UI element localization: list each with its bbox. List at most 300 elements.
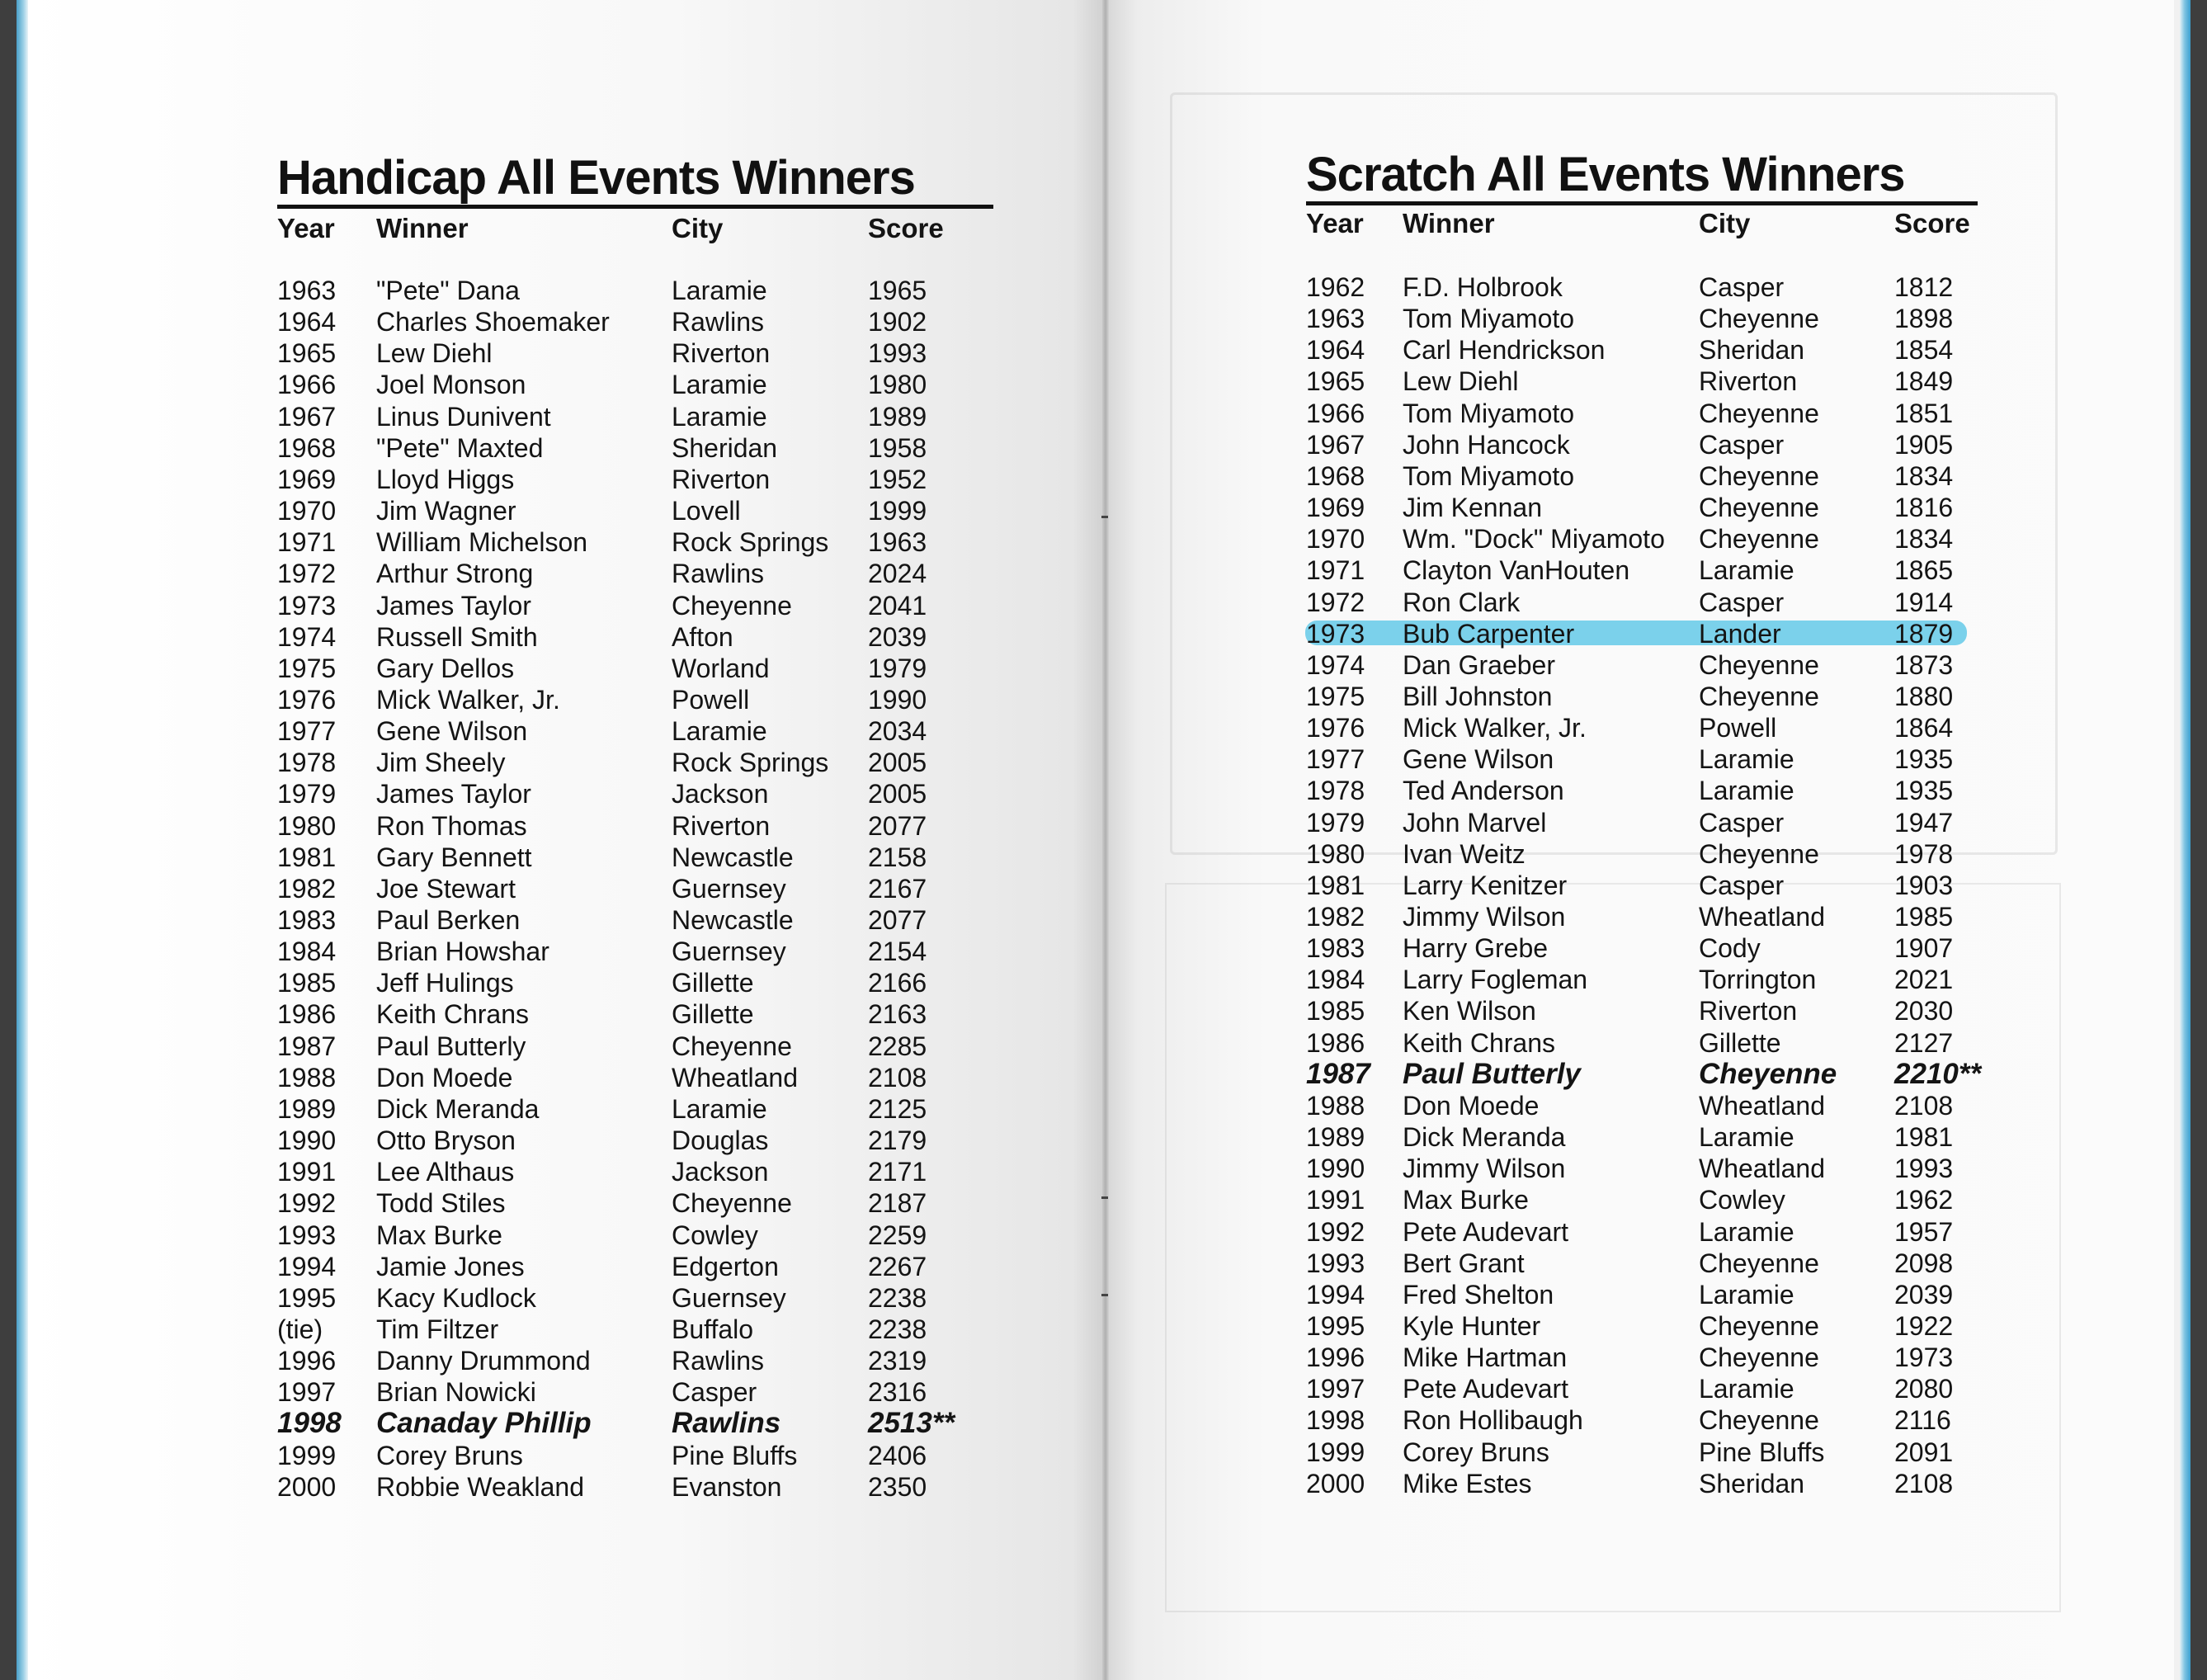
cell-year: 1973 [1306,618,1365,649]
cell-city: Cheyenne [1699,838,1819,869]
cell-score: 1978 [1894,838,1954,869]
cell-winner: Joel Monson [376,370,526,400]
cell-city: Douglas [672,1126,769,1156]
cell-city: Lovell [672,496,741,526]
cell-city: Casper [672,1377,757,1408]
cell-year: 2000 [1306,1468,1365,1498]
cell-score: 1963 [868,527,927,558]
cell-city: Cheyenne [1699,1310,1819,1341]
cell-score: 1864 [1894,713,1954,743]
cell-score: 1902 [868,307,927,337]
cell-city: Rawlins [672,559,765,589]
cell-winner: Bert Grant [1403,1248,1525,1278]
cell-winner: Mike Hartman [1403,1343,1568,1373]
cell-year: 1988 [277,1062,337,1092]
column-header-score: Score [868,213,944,243]
cell-winner: "Pete" Dana [376,276,520,305]
cell-winner: Larry Kenitzer [1403,870,1568,900]
cell-score: 2238 [868,1314,927,1344]
cell-year: 1985 [1306,996,1365,1026]
cell-city: Cheyenne [1699,681,1819,711]
cell-winner: Pete Audevart [1403,1216,1569,1247]
cell-city: Laramie [1699,555,1794,586]
cell-city: Casper [1699,587,1785,617]
cell-winner: Don Moede [376,1062,513,1092]
column-header-year: Year [277,213,335,243]
cell-city: Cheyenne [1699,1057,1837,1090]
cell-city: Rock Springs [672,748,829,778]
cell-winner: Harry Grebe [1403,933,1549,964]
cell-city: Cheyenne [1699,1405,1819,1436]
cell-score: 2179 [868,1126,927,1156]
cell-city: Worland [672,653,770,683]
cell-city: Cheyenne [1699,398,1819,428]
cell-winner: Russell Smith [376,621,538,652]
cell-year: 1989 [1306,1122,1365,1153]
cell-year: 1991 [277,1157,337,1187]
handicap-title: Handicap All Events Winners [277,151,915,205]
cell-year: 1965 [277,338,337,369]
cell-year: 1989 [277,1093,337,1124]
cell-city: Sheridan [1699,1468,1805,1498]
cell-score: 1999 [868,496,927,526]
cell-city: Laramie [1699,1279,1794,1310]
cell-winner: Ivan Weitz [1403,838,1526,869]
cell-city: Laramie [1699,1374,1794,1404]
cell-winner: Clayton VanHouten [1403,555,1630,586]
cell-winner: John Marvel [1403,807,1547,838]
cell-score: 2077 [868,810,927,841]
cell-city: Wheatland [672,1062,798,1092]
cell-winner: Gene Wilson [1403,744,1554,775]
cell-year: 1963 [1306,304,1365,334]
cell-winner: Gary Dellos [376,653,515,683]
cell-city: Riverton [672,338,771,369]
cell-score: 1993 [868,338,927,369]
cell-score: 1914 [1894,587,1954,617]
cell-winner: Gary Bennett [376,842,532,872]
cell-city: Gillette [1699,1027,1781,1058]
cell-city: Rock Springs [672,527,829,558]
cell-city: Guernsey [672,1282,786,1313]
cell-city: Powell [672,684,750,715]
cell-city: Cheyenne [1699,649,1819,680]
cell-city: Gillette [672,968,754,998]
cell-city: Gillette [672,999,754,1030]
cell-score: 2080 [1894,1374,1954,1404]
cell-winner: Paul Butterly [1403,1057,1581,1090]
cell-year: 1979 [277,779,337,809]
cell-winner: Tom Miyamoto [1403,460,1575,491]
cell-year: 1990 [1306,1154,1365,1184]
cell-city: Wheatland [1699,1154,1825,1184]
cell-winner: Ted Anderson [1403,776,1564,806]
cell-score: 1973 [1894,1343,1954,1373]
cell-city: Riverton [672,810,771,841]
right-page-edge [2180,0,2190,1680]
cell-year: 1983 [277,905,337,935]
scratch-title: Scratch All Events Winners [1306,148,1905,201]
cell-score: 1993 [1894,1154,1954,1184]
cell-winner: Jimmy Wilson [1403,902,1566,932]
cell-year: 1968 [277,432,337,463]
cell-score: 1935 [1894,776,1954,806]
cell-city: Powell [1699,713,1777,743]
cell-city: Cheyenne [1699,493,1819,523]
column-header-year: Year [1306,208,1364,238]
cell-score: 2034 [868,716,927,747]
cell-year: 1978 [1306,776,1365,806]
cell-winner: Brian Howshar [376,937,549,967]
cell-city: Laramie [1699,1122,1794,1153]
cell-city: Laramie [1699,1216,1794,1247]
cell-winner: Ken Wilson [1403,996,1536,1026]
column-header-city: City [672,213,724,243]
cell-winner: Arthur Strong [376,559,534,589]
cell-winner: Robbie Weakland [376,1471,585,1502]
cell-score: 1935 [1894,744,1954,775]
cell-year: 1972 [277,559,337,589]
cell-winner: Keith Chrans [376,999,529,1030]
cell-score: 2259 [868,1220,927,1250]
cell-city: Cheyenne [1699,1248,1819,1278]
cell-score: 1981 [1894,1122,1954,1153]
cell-score: 2210** [1894,1057,1982,1090]
cell-year: 1985 [277,968,337,998]
cell-score: 2154 [868,937,927,967]
cell-winner: Jimmy Wilson [1403,1154,1566,1184]
cell-city: Cody [1699,933,1761,964]
cell-year: 1991 [1306,1185,1365,1215]
cell-winner: Lew Diehl [1403,366,1519,397]
cell-winner: Carl Hendrickson [1403,335,1606,366]
cell-score: 2030 [1894,996,1954,1026]
scratch-title-underline [1306,201,1978,205]
cell-city: Casper [1699,272,1785,302]
cell-year: 1992 [277,1188,337,1219]
cell-winner: Don Moede [1403,1090,1540,1121]
cell-score: 1851 [1894,398,1954,428]
cell-city: Cheyenne [672,1188,792,1219]
cell-year: 1986 [1306,1027,1365,1058]
cell-score: 1834 [1894,460,1954,491]
cell-winner: Bill Johnston [1403,681,1553,711]
cell-year: 1966 [1306,398,1365,428]
cell-winner: Jeff Hulings [376,968,514,998]
cell-year: 1973 [277,590,337,621]
cell-winner: "Pete" Maxted [376,432,544,463]
cell-year: 1997 [1306,1374,1365,1404]
cell-city: Laramie [672,370,767,400]
cell-score: 2127 [1894,1027,1954,1058]
cell-year: 1997 [277,1377,337,1408]
cell-year: 1984 [277,937,337,967]
cell-winner: William Michelson [376,527,588,558]
cell-city: Cowley [672,1220,758,1250]
cell-winner: Lew Diehl [376,338,493,369]
cell-score: 2005 [868,748,927,778]
cell-year: 1975 [1306,681,1365,711]
cell-score: 2098 [1894,1248,1954,1278]
cell-year: 1970 [277,496,337,526]
cell-city: Laramie [672,276,767,305]
cell-year: 1974 [277,621,337,652]
cell-winner: Keith Chrans [1403,1027,1555,1058]
cell-city: Laramie [672,1093,767,1124]
column-header-city: City [1699,208,1751,238]
cell-city: Casper [1699,870,1785,900]
cell-year: 1994 [277,1251,337,1281]
cell-city: Wheatland [1699,1090,1825,1121]
cell-score: 1880 [1894,681,1954,711]
cell-year: 1982 [1306,902,1365,932]
cell-year: 1996 [1306,1343,1365,1373]
cell-score: 2091 [1894,1437,1954,1467]
cell-score: 2158 [868,842,927,872]
cell-city: Riverton [1699,366,1798,397]
cell-city: Casper [1699,429,1785,460]
cell-year: 1962 [1306,272,1365,302]
cell-winner: Max Burke [376,1220,502,1250]
cell-year: 1993 [277,1220,337,1250]
cell-city: Torrington [1699,965,1817,995]
cell-city: Edgerton [672,1251,779,1281]
cell-year: 1988 [1306,1090,1365,1121]
cell-winner: Tom Miyamoto [1403,304,1575,334]
cell-winner: Corey Bruns [1403,1437,1549,1467]
cell-winner: Lee Althaus [376,1157,515,1187]
cell-city: Guernsey [672,873,786,904]
cell-winner: Lloyd Higgs [376,464,515,494]
cell-score: 1989 [868,401,927,432]
cell-score: 1903 [1894,870,1954,900]
cell-winner: Paul Butterly [376,1031,526,1061]
cell-year: 1964 [1306,335,1365,366]
cell-score: 2513** [868,1407,955,1440]
cell-city: Laramie [672,716,767,747]
cell-winner: Mick Walker, Jr. [376,684,560,715]
cell-score: 2238 [868,1282,927,1313]
cell-score: 2005 [868,779,927,809]
cell-year: 1976 [277,684,337,715]
cell-winner: F.D. Holbrook [1403,272,1563,302]
cell-city: Rawlins [672,1407,781,1440]
cell-score: 2163 [868,999,927,1030]
cell-score: 1979 [868,653,927,683]
cell-city: Pine Bluffs [1699,1437,1825,1467]
cell-score: 1965 [868,276,927,305]
cell-score: 1816 [1894,493,1954,523]
cell-score: 1865 [1894,555,1954,586]
cell-score: 1957 [1894,1216,1954,1247]
cell-city: Guernsey [672,937,786,967]
cell-year: 1998 [277,1407,342,1440]
cell-year: 1981 [277,842,337,872]
cell-score: 1873 [1894,649,1954,680]
left-page-edge [17,0,28,1680]
cell-year: 1980 [277,810,337,841]
cell-year: 1971 [1306,555,1365,586]
cell-year: 1963 [277,276,337,305]
cell-city: Cowley [1699,1185,1785,1215]
cell-score: 1962 [1894,1185,1954,1215]
cell-score: 1898 [1894,304,1954,334]
page-gutter [1102,0,1109,1680]
cell-year: 1969 [1306,493,1365,523]
cell-score: 2116 [1894,1405,1951,1436]
cell-city: Sheridan [672,432,778,463]
cell-year: 1970 [1306,524,1365,554]
cell-winner: Kyle Hunter [1403,1310,1541,1341]
cell-score: 2166 [868,968,927,998]
cell-winner: Jim Wagner [376,496,516,526]
cell-winner: Jamie Jones [376,1251,525,1281]
cell-winner: Charles Shoemaker [376,307,610,337]
cell-winner: Corey Bruns [376,1440,523,1470]
cell-year: 1983 [1306,933,1365,964]
cell-city: Sheridan [1699,335,1805,366]
cell-city: Newcastle [672,905,794,935]
cell-year: 1995 [277,1282,337,1313]
cell-year: 1977 [277,716,337,747]
cell-winner: Jim Sheely [376,748,506,778]
cell-score: 2108 [1894,1090,1954,1121]
cell-winner: Ron Hollibaugh [1403,1405,1583,1436]
cell-winner: Brian Nowicki [376,1377,536,1408]
cell-winner: Paul Berken [376,905,521,935]
cell-city: Laramie [1699,776,1794,806]
cell-score: 2125 [868,1093,927,1124]
cell-year: 1976 [1306,713,1365,743]
cell-year: 1975 [277,653,337,683]
cell-winner: Linus Dunivent [376,401,551,432]
cell-score: 2077 [868,905,927,935]
cell-city: Wheatland [1699,902,1825,932]
cell-winner: Todd Stiles [376,1188,506,1219]
cell-score: 1947 [1894,807,1954,838]
cell-score: 1980 [868,370,927,400]
cell-score: 1990 [868,684,927,715]
cell-city: Newcastle [672,842,794,872]
cell-year: 1971 [277,527,337,558]
cell-score: 2171 [868,1157,927,1187]
cell-city: Lander [1699,618,1781,649]
cell-winner: James Taylor [376,779,531,809]
cell-score: 2167 [868,873,927,904]
column-header-winner: Winner [1403,208,1495,238]
cell-score: 2108 [1894,1468,1954,1498]
cell-year: 1974 [1306,649,1365,680]
cell-winner: Bub Carpenter [1403,618,1575,649]
cell-year: 1998 [1306,1405,1365,1436]
cell-score: 1812 [1894,272,1954,302]
cell-winner: Dick Meranda [376,1093,540,1124]
cell-score: 2041 [868,590,927,621]
cell-year: 1967 [277,401,337,432]
cell-year: 1977 [1306,744,1365,775]
cell-winner: Larry Fogleman [1403,965,1588,995]
column-header-winner: Winner [376,213,469,243]
cell-year: 1999 [277,1440,337,1470]
cell-city: Cheyenne [1699,524,1819,554]
cell-winner: Tom Miyamoto [1403,398,1575,428]
cell-year: 1964 [277,307,337,337]
cell-year: 1968 [1306,460,1365,491]
cell-score: 2021 [1894,965,1954,995]
cell-city: Cheyenne [672,1031,792,1061]
cell-year: 1995 [1306,1310,1365,1341]
cell-year: 1978 [277,748,337,778]
cell-score: 1849 [1894,366,1954,397]
cell-winner: James Taylor [376,590,531,621]
cell-city: Casper [1699,807,1785,838]
cell-year: 1967 [1306,429,1365,460]
cell-winner: Ron Thomas [376,810,527,841]
cell-winner: Wm. "Dock" Miyamoto [1403,524,1665,554]
cell-score: 1905 [1894,429,1954,460]
cell-year: 1984 [1306,965,1365,995]
cell-winner: Pete Audevart [1403,1374,1569,1404]
cell-city: Buffalo [672,1314,754,1344]
handicap-title-underline [277,205,993,209]
cell-score: 2406 [868,1440,927,1470]
cell-winner: Dick Meranda [1403,1122,1566,1153]
cell-score: 1922 [1894,1310,1954,1341]
cell-winner: Otto Bryson [376,1126,516,1156]
cell-winner: Mike Estes [1403,1468,1532,1498]
staple-mark [1101,1196,1108,1199]
column-header-score: Score [1894,208,1970,238]
cell-year: (tie) [277,1314,323,1344]
cell-score: 2267 [868,1251,927,1281]
cell-score: 2319 [868,1346,927,1376]
cell-city: Riverton [672,464,771,494]
cell-year: 1986 [277,999,337,1030]
cell-year: 1979 [1306,807,1365,838]
cell-score: 2316 [868,1377,927,1408]
cell-score: 1834 [1894,524,1954,554]
cell-year: 1972 [1306,587,1365,617]
cell-winner: Fred Shelton [1403,1279,1554,1310]
cell-winner: Ron Clark [1403,587,1521,617]
cell-year: 1990 [277,1126,337,1156]
cell-city: Jackson [672,779,769,809]
cell-score: 1907 [1894,933,1954,964]
cell-year: 1999 [1306,1437,1365,1467]
cell-city: Rawlins [672,1346,765,1376]
cell-winner: Joe Stewart [376,873,516,904]
cell-score: 1985 [1894,902,1954,932]
cell-city: Laramie [672,401,767,432]
cell-year: 1965 [1306,366,1365,397]
cell-year: 1994 [1306,1279,1365,1310]
cell-score: 1958 [868,432,927,463]
cell-score: 1854 [1894,335,1954,366]
cell-year: 1969 [277,464,337,494]
cell-city: Cheyenne [1699,460,1819,491]
cell-year: 1980 [1306,838,1365,869]
cell-winner: Danny Drummond [376,1346,591,1376]
cell-winner: Max Burke [1403,1185,1529,1215]
cell-winner: Dan Graeber [1403,649,1555,680]
cell-city: Pine Bluffs [672,1440,798,1470]
cell-year: 1992 [1306,1216,1365,1247]
cell-city: Rawlins [672,307,765,337]
cell-year: 1987 [277,1031,337,1061]
cell-year: 1993 [1306,1248,1365,1278]
cell-score: 2039 [868,621,927,652]
cell-winner: Canaday Phillip [376,1407,592,1440]
